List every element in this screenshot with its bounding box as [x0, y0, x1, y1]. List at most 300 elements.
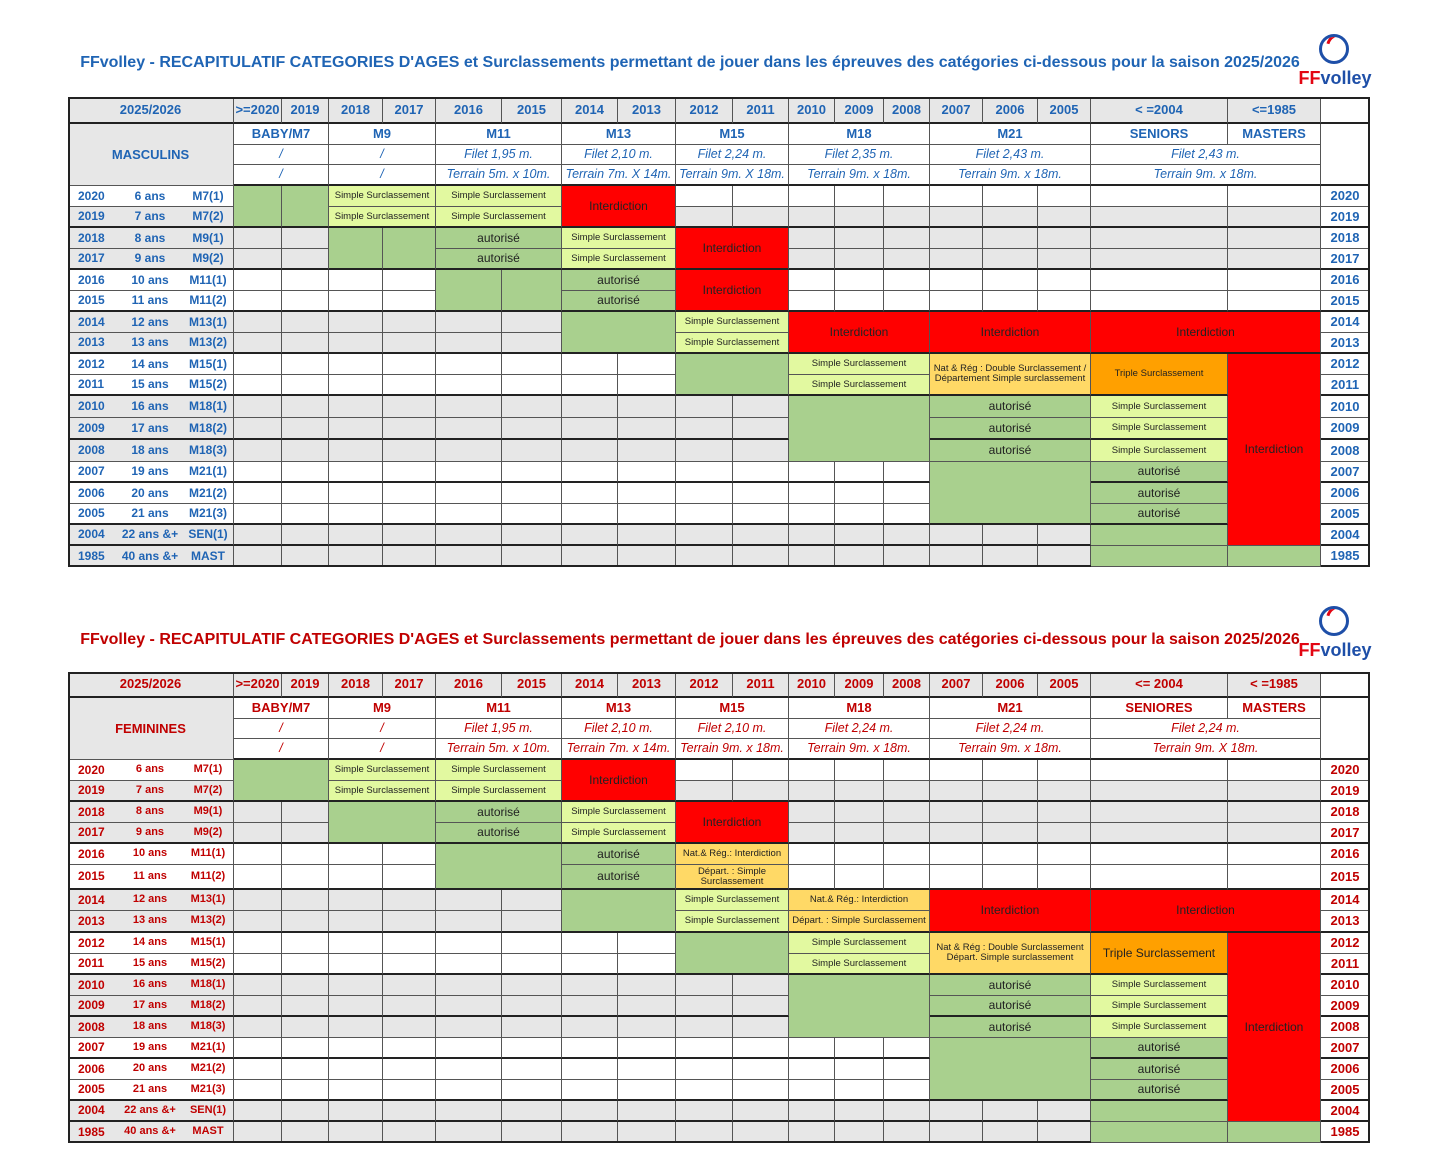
row-category: M21(3)	[188, 506, 227, 521]
row-label	[68, 890, 234, 911]
grid-cell	[234, 844, 282, 865]
surclassement-cell: Simple Surclassement	[1091, 440, 1228, 462]
rule-cell	[282, 186, 329, 228]
grid-cell	[234, 823, 282, 844]
rule-cell	[234, 760, 329, 802]
row-age: 15 ans	[132, 956, 168, 969]
row-category: M11(1)	[190, 847, 226, 860]
category-header: BABY/M7	[234, 698, 329, 719]
row-category: SEN(1)	[189, 1103, 227, 1116]
rule-cell	[1091, 1101, 1228, 1122]
grid-cell	[835, 249, 884, 270]
grid-cell	[502, 462, 562, 483]
grid-cell	[733, 1059, 789, 1080]
grid-cell	[329, 1038, 383, 1059]
grid-cell	[562, 504, 618, 525]
row-year: 2016	[78, 846, 105, 861]
surclassement-cell: Triple Surclassement	[1091, 933, 1228, 975]
row-year: 2011	[78, 956, 105, 971]
grid-cell	[1038, 270, 1091, 291]
grid-cell	[282, 1122, 329, 1143]
row-label	[68, 525, 234, 546]
grid-cell	[282, 933, 329, 954]
year-header: < =2004	[1091, 97, 1228, 124]
row-year-right: 2018	[1321, 228, 1370, 249]
row-label	[68, 781, 234, 802]
table-feminines	[68, 672, 1370, 1148]
surclassement-cell: Nat & Rég : Double Surclassement Départ. Simple surclassement	[930, 933, 1091, 975]
grid-cell	[789, 504, 835, 525]
row-year: 2014	[78, 314, 105, 329]
grid-cell	[383, 890, 436, 911]
row-year: 2020	[78, 762, 105, 777]
rule-cell	[789, 975, 930, 1038]
grid-cell	[983, 270, 1038, 291]
grid-cell	[1091, 228, 1228, 249]
grid-cell	[1091, 865, 1228, 890]
grid-cell	[676, 1059, 733, 1080]
year-header: >=2020	[234, 672, 282, 698]
row-category: M21(1)	[190, 1040, 226, 1053]
interdiction-cell: Interdiction	[562, 760, 676, 802]
grid-cell	[983, 186, 1038, 207]
row-age: 21 ans	[131, 506, 169, 521]
rule-cell	[562, 890, 676, 933]
net-height: Filet 2,43 m.	[1091, 145, 1321, 165]
grid-cell	[282, 890, 329, 911]
grid-cell	[329, 844, 383, 865]
surclassement-cell: Simple Surclassement	[789, 933, 930, 954]
row-year-right: 2005	[1321, 1080, 1370, 1101]
row-category: M11(1)	[189, 272, 227, 287]
row-year-right: 2004	[1321, 525, 1370, 546]
row-age: 16 ans	[132, 978, 168, 991]
court-size: Terrain 9m. X 18m.	[676, 165, 789, 186]
row-age: 10 ans	[131, 272, 169, 287]
grid-cell	[282, 996, 329, 1017]
grid-cell	[789, 186, 835, 207]
row-age: 40 ans &+	[124, 1125, 176, 1138]
grid-cell	[282, 504, 329, 525]
grid-cell	[835, 525, 884, 546]
grid-cell	[329, 440, 383, 462]
grid-cell	[676, 483, 733, 504]
row-age: 17 ans	[131, 420, 169, 435]
grid-cell	[618, 396, 676, 418]
grid-cell	[502, 504, 562, 525]
row-year: 2012	[78, 356, 105, 371]
court-size: Terrain 5m. x 10m.	[436, 739, 562, 760]
grid-cell	[884, 525, 930, 546]
grid-cell	[835, 270, 884, 291]
grid-cell	[562, 483, 618, 504]
grid-cell	[884, 1122, 930, 1143]
autorise-cell: autorisé	[562, 291, 676, 312]
grid-cell	[329, 525, 383, 546]
row-age: 7 ans	[135, 783, 165, 796]
category-header: M21	[930, 698, 1091, 719]
grid-cell	[930, 802, 983, 823]
grid-cell	[383, 1122, 436, 1143]
row-age: 19 ans	[131, 464, 169, 479]
row-category: M21(2)	[190, 1062, 226, 1075]
grid-cell	[562, 1038, 618, 1059]
row-year: 2012	[78, 935, 105, 950]
grid-cell	[789, 1038, 835, 1059]
grid-cell	[1091, 207, 1228, 228]
grid-cell	[983, 1122, 1038, 1143]
row-label	[68, 975, 234, 996]
grid-cell	[282, 291, 329, 312]
row-age: 17 ans	[132, 998, 168, 1011]
row-category: M13(2)	[188, 335, 227, 350]
row-age: 11 ans	[131, 293, 169, 308]
autorise-cell: autorisé	[1091, 1080, 1228, 1101]
grid-cell	[282, 312, 329, 333]
surclassement-cell: Simple Surclassement	[676, 911, 789, 933]
grid-cell	[436, 975, 502, 996]
grid-cell	[884, 865, 930, 890]
grid-cell	[618, 975, 676, 996]
grid-cell	[329, 546, 383, 567]
grid-cell	[383, 975, 436, 996]
grid-cell	[930, 525, 983, 546]
row-category: M13(2)	[190, 914, 226, 927]
grid-cell	[282, 270, 329, 291]
row-age: 22 ans &+	[124, 1103, 176, 1116]
row-age: 18 ans	[132, 1020, 168, 1033]
grid-cell	[733, 1122, 789, 1143]
grid-cell	[1038, 781, 1091, 802]
grid-cell	[234, 1122, 282, 1143]
row-year: 2017	[78, 251, 105, 266]
year-header: 2012	[676, 97, 733, 124]
category-header: M11	[436, 124, 562, 145]
grid-cell	[562, 1017, 618, 1038]
year-header: <=1985	[1228, 97, 1321, 124]
grid-cell	[1038, 207, 1091, 228]
grid-cell	[733, 525, 789, 546]
row-year-right: 2012	[1321, 933, 1370, 954]
grid-cell	[733, 760, 789, 781]
grid-cell	[930, 823, 983, 844]
ffvolley-logo: FFvolley	[1295, 34, 1375, 100]
net-height: Filet 2,10 m.	[562, 145, 676, 165]
year-header: 2008	[884, 672, 930, 698]
net-height: Filet 2,35 m.	[789, 145, 930, 165]
grid-cell	[733, 396, 789, 418]
grid-cell	[1228, 291, 1321, 312]
net-height: Filet 2,24 m.	[930, 719, 1091, 739]
rule-cell	[1228, 1122, 1321, 1143]
row-year-right: 2016	[1321, 270, 1370, 291]
year-header: 2011	[733, 97, 789, 124]
row-label	[68, 396, 234, 418]
grid-cell	[618, 418, 676, 440]
grid-cell	[436, 546, 502, 567]
grid-cell	[884, 504, 930, 525]
grid-cell	[1038, 823, 1091, 844]
row-label	[68, 440, 234, 462]
grid-cell	[329, 462, 383, 483]
row-year: 2005	[78, 506, 105, 521]
rule-cell	[383, 228, 436, 270]
court-size: Terrain 9m. x 18m.	[676, 739, 789, 760]
grid-cell	[884, 823, 930, 844]
grid-cell	[502, 333, 562, 354]
row-label	[68, 1122, 234, 1143]
net-height: Filet 1,95 m.	[436, 719, 562, 739]
grid-cell	[676, 396, 733, 418]
row-category: MAST	[191, 548, 225, 563]
grid-cell	[502, 1101, 562, 1122]
row-category: M21(3)	[190, 1082, 226, 1095]
interdiction-cell: Interdiction	[1228, 354, 1321, 546]
row-label	[68, 504, 234, 525]
row-label	[68, 844, 234, 865]
grid-cell	[835, 844, 884, 865]
row-age: 10 ans	[132, 847, 168, 860]
grid-cell	[1091, 291, 1228, 312]
grid-cell	[234, 802, 282, 823]
grid-cell	[383, 1017, 436, 1038]
grid-cell	[282, 911, 329, 933]
grid-cell	[789, 1080, 835, 1101]
year-header: 2018	[329, 672, 383, 698]
grid-cell	[676, 462, 733, 483]
row-year-right: 2007	[1321, 1038, 1370, 1059]
grid-cell	[676, 186, 733, 207]
year-header: 2015	[502, 97, 562, 124]
grid-cell	[835, 1038, 884, 1059]
grid-cell	[884, 228, 930, 249]
grid-cell	[884, 1080, 930, 1101]
surclassement-cell: Simple Surclassement	[562, 228, 676, 249]
row-category: M13(1)	[190, 893, 226, 906]
grid-cell	[234, 228, 282, 249]
grid-cell	[383, 546, 436, 567]
row-age: 19 ans	[132, 1040, 168, 1053]
autorise-cell: autorisé	[1091, 1038, 1228, 1059]
row-category: M11(2)	[189, 293, 227, 308]
corner-cell	[1321, 124, 1370, 186]
row-category: SEN(1)	[188, 527, 228, 542]
grid-cell	[383, 354, 436, 375]
grid-cell	[676, 440, 733, 462]
net-height: /	[329, 719, 436, 739]
autorise-cell: autorisé	[562, 865, 676, 890]
row-label	[68, 354, 234, 375]
grid-cell	[676, 781, 733, 802]
grid-cell	[436, 396, 502, 418]
row-year: 2018	[78, 230, 105, 245]
row-year-right: 2010	[1321, 975, 1370, 996]
grid-cell	[835, 802, 884, 823]
section-feminines	[0, 580, 1440, 1161]
category-header: M11	[436, 698, 562, 719]
row-category: M15(2)	[190, 956, 226, 969]
grid-cell	[618, 1101, 676, 1122]
grid-cell	[562, 1080, 618, 1101]
grid-cell	[676, 418, 733, 440]
grid-cell	[502, 911, 562, 933]
grid-cell	[1228, 270, 1321, 291]
grid-cell	[436, 483, 502, 504]
grid-cell	[930, 781, 983, 802]
grid-cell	[884, 802, 930, 823]
row-label	[68, 1017, 234, 1038]
grid-cell	[383, 418, 436, 440]
grid-cell	[383, 504, 436, 525]
grid-cell	[562, 396, 618, 418]
autorise-cell: autorisé	[930, 975, 1091, 996]
row-label	[68, 1059, 234, 1080]
autorise-cell: autorisé	[930, 418, 1091, 440]
grid-cell	[234, 1080, 282, 1101]
row-year: 2004	[78, 527, 105, 542]
grid-cell	[930, 1122, 983, 1143]
year-header: < =1985	[1228, 672, 1321, 698]
grid-cell	[733, 462, 789, 483]
category-header: M9	[329, 124, 436, 145]
grid-cell	[835, 186, 884, 207]
surclassement-cell: Simple Surclassement	[789, 375, 930, 396]
row-category: M21(2)	[188, 485, 227, 500]
grid-cell	[1228, 760, 1321, 781]
row-year-right: 2018	[1321, 802, 1370, 823]
grid-cell	[1038, 291, 1091, 312]
grid-cell	[383, 844, 436, 865]
surclassement-cell: Simple Surclassement	[329, 781, 436, 802]
grid-cell	[234, 462, 282, 483]
row-label	[68, 418, 234, 440]
row-label	[68, 207, 234, 228]
year-header: 2005	[1038, 97, 1091, 124]
row-year: 2015	[78, 293, 105, 308]
grid-cell	[733, 504, 789, 525]
year-header: 2019	[282, 672, 329, 698]
grid-cell	[234, 312, 282, 333]
autorise-cell: autorisé	[1091, 483, 1228, 504]
grid-cell	[789, 546, 835, 567]
row-label	[68, 249, 234, 270]
volleyball-icon	[1319, 34, 1349, 64]
grid-cell	[983, 207, 1038, 228]
row-age: 7 ans	[134, 209, 166, 224]
grid-cell	[502, 375, 562, 396]
year-header: 2005	[1038, 672, 1091, 698]
category-header: M15	[676, 124, 789, 145]
grid-cell	[1091, 781, 1228, 802]
row-year: 2010	[78, 977, 105, 992]
row-year-right: 2011	[1321, 375, 1370, 396]
grid-cell	[983, 781, 1038, 802]
grid-cell	[835, 865, 884, 890]
grid-cell	[502, 954, 562, 975]
grid-cell	[502, 483, 562, 504]
grid-cell	[1038, 228, 1091, 249]
row-year: 2007	[78, 1040, 105, 1055]
grid-cell	[618, 1038, 676, 1059]
grid-cell	[502, 1080, 562, 1101]
grid-cell	[930, 760, 983, 781]
page-title: FFvolley - RECAPITULATIF CATEGORIES D'AGES et Surclassements permettant de jouer dans les épreuves des catégories ci-dessous pour la saison 2025/2026	[80, 631, 1300, 648]
grid-cell	[383, 954, 436, 975]
row-age: 15 ans	[131, 377, 169, 392]
grid-cell	[1038, 546, 1091, 567]
surclassement-cell: Simple Surclassement	[1091, 1017, 1228, 1038]
row-year: 2014	[78, 892, 105, 907]
grid-cell	[884, 546, 930, 567]
year-header: 2009	[835, 672, 884, 698]
grid-cell	[329, 483, 383, 504]
row-age: 21 ans	[132, 1082, 168, 1095]
year-header: 2010	[789, 672, 835, 698]
autorise-cell: autorisé	[930, 1017, 1091, 1038]
row-year-right: 2011	[1321, 954, 1370, 975]
court-size: Terrain 7m. X 14m.	[562, 165, 676, 186]
grid-cell	[1038, 865, 1091, 890]
grid-cell	[562, 1122, 618, 1143]
autorise-cell: autorisé	[436, 802, 562, 823]
row-year-right: 2009	[1321, 418, 1370, 440]
net-height: Filet 2,10 m.	[676, 719, 789, 739]
row-label	[68, 865, 234, 890]
grid-cell	[835, 504, 884, 525]
rule-cell	[930, 462, 1091, 525]
row-label	[68, 228, 234, 249]
row-year-right: 2005	[1321, 504, 1370, 525]
grid-cell	[676, 525, 733, 546]
row-age: 20 ans	[132, 1062, 168, 1075]
grid-cell	[234, 975, 282, 996]
row-age: 9 ans	[134, 251, 166, 266]
row-age: 18 ans	[131, 443, 169, 458]
grid-cell	[618, 546, 676, 567]
grid-cell	[234, 354, 282, 375]
rule-cell	[930, 1038, 1091, 1101]
grid-cell	[676, 1122, 733, 1143]
row-year: 2017	[78, 825, 105, 840]
row-year-right: 2015	[1321, 291, 1370, 312]
interdiction-cell: Interdiction	[1091, 890, 1321, 933]
grid-cell	[676, 996, 733, 1017]
surclassement-cell: Nat & Rég : Double Surclassement / Département Simple surclassement	[930, 354, 1091, 396]
ffvolley-logo: FFvolley	[1295, 606, 1375, 672]
grid-cell	[835, 291, 884, 312]
grid-cell	[1091, 823, 1228, 844]
grid-cell	[383, 375, 436, 396]
interdiction-cell: Interdiction	[930, 312, 1091, 354]
grid-cell	[383, 933, 436, 954]
rule-cell	[436, 844, 562, 890]
grid-cell	[618, 1080, 676, 1101]
court-size: Terrain 7m. x 14m.	[562, 739, 676, 760]
grid-cell	[329, 291, 383, 312]
grid-cell	[436, 525, 502, 546]
grid-cell	[835, 1080, 884, 1101]
surclassement-cell: Simple Surclassement	[1091, 396, 1228, 418]
row-label	[68, 333, 234, 354]
grid-cell	[383, 1038, 436, 1059]
table-masculins	[68, 97, 1370, 568]
grid-cell	[436, 504, 502, 525]
year-header: <= 2004	[1091, 672, 1228, 698]
grid-cell	[930, 1101, 983, 1122]
grid-cell	[733, 975, 789, 996]
grid-cell	[562, 375, 618, 396]
court-size: Terrain 5m. x 10m.	[436, 165, 562, 186]
